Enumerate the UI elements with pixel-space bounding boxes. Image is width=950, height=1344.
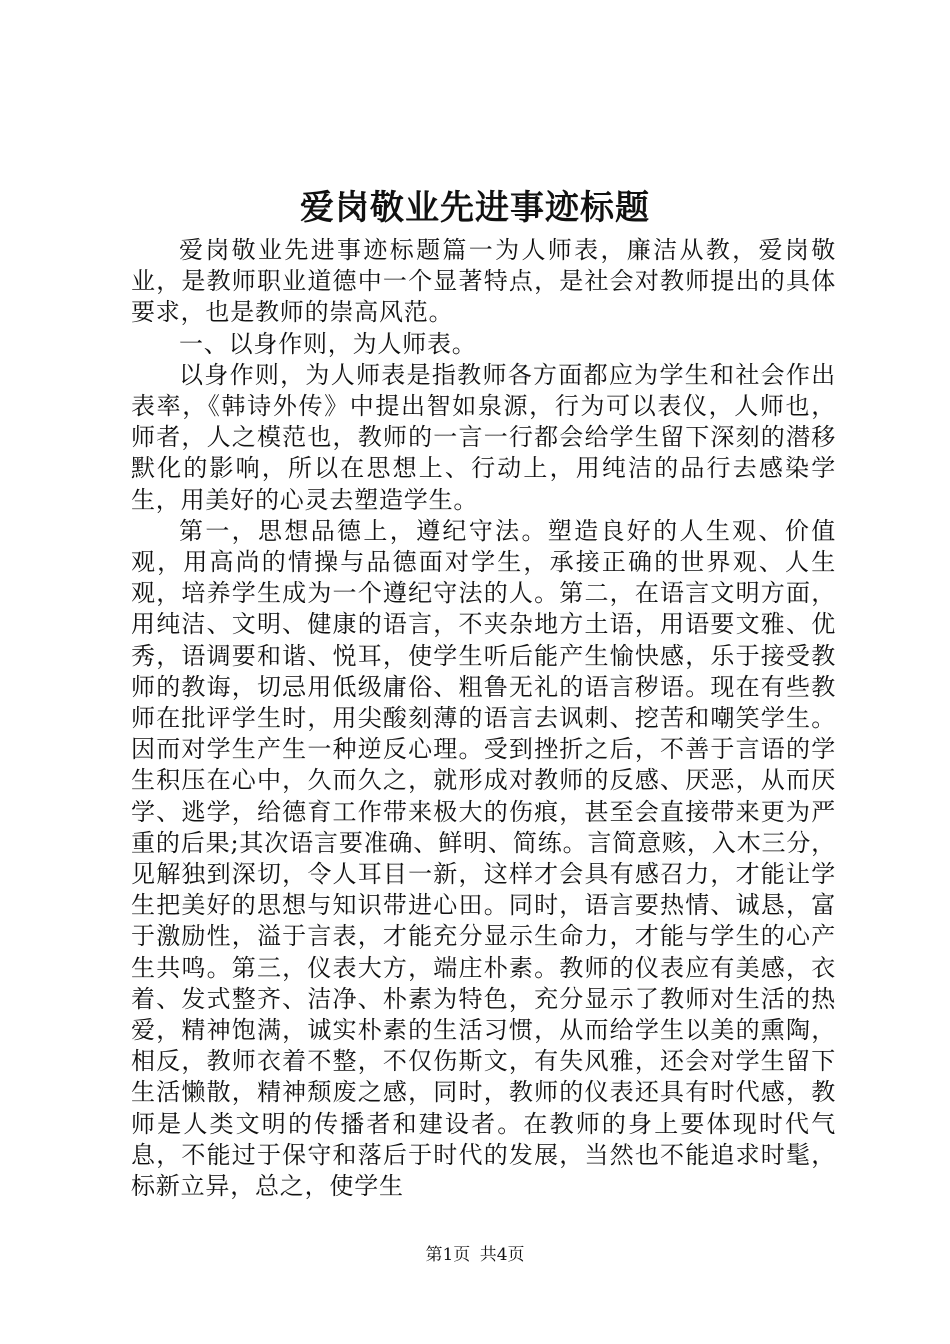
paragraph-section-heading: 一、以身作则，为人师表。 [179, 329, 477, 358]
page-total: 共4页 [479, 1245, 525, 1265]
paragraph-role-model: 以身作则，为人师表是指教师各方面都应为学生和社会作出表率，《韩诗外传》中提出智如泉源，行为可以表仪，人师也，师者，人之模范也，教师的一言一行都会给学生留下深刻的潜移默化的影响，所以在思想上、行动上，用纯洁的品行去感染学生，用美好的心灵去塑造学生。 [131, 360, 836, 514]
document-body [131, 235, 836, 1202]
document-title: 爱岗敬业先进事迹标题 [300, 188, 650, 228]
page-number: 第1页 [425, 1245, 471, 1265]
page-footer [0, 1245, 950, 1265]
paragraph-details: 第一，思想品德上，遵纪守法。塑造良好的人生观、价值观，用高尚的情操与品德面对学生，承接正确的世界观、人生观，培养学生成为一个遵纪守法的人。第二，在语言文明方面，用纯洁、文明、健康的语言，不夹杂地方土语，用语要文雅、优秀，语调要和谐、悦耳，使学生听后能产生愉快感，乐于接受教师的教诲，切忌用低级庸俗、粗鲁无礼的语言秽语。现在有些教师在批评学生时，用尖酸刻薄的语言去讽刺、挖苦和嘲笑学生。因而对学生产生一种逆反心理。受到挫折之后，不善于言语的学生积压在心中，久而久之，就形成对教师的反感、厌恶，从而厌学、逃学，给德育工作带来极大的伤痕，甚至会直接带来更为严重的后果;其次语言要准确、鲜明、简练。言简意赅，入木三分，见解独到深切，令人耳目一新，这样才会具有感召力，才能让学生把美好的思想与知识带进心田。同时，语言要热情、诚恳，富于激励性，溢于言表，才能充分显示生命力，才能与学生的心产生共鸣。第三，仪表大方，端庄朴素。教师的仪表应有美感，衣着、发式整齐、洁净、朴素为特色，充分显示了教师对生活的热爱，精神饱满，诚实朴素的生活习惯，从而给学生以美的熏陶，相反，教师衣着不整，不仅伤斯文，有失风雅，还会对学生留下生活懒散，精神颓废之感，同时，教师的仪表还具有时代感，教师是人类文明的传播者和建设者。在教师的身上要体现时代气息，不能过于保守和落后于时代的发展，当然也不能追求时髦，标新立异，总之，使学生 [131, 516, 836, 1201]
paragraph-intro: 爱岗敬业先进事迹标题篇一为人师表，廉洁从教，爱岗敬业，是教师职业道德中一个显著特点，是社会对教师提出的具体要求，也是教师的崇高风范。 [131, 236, 836, 327]
